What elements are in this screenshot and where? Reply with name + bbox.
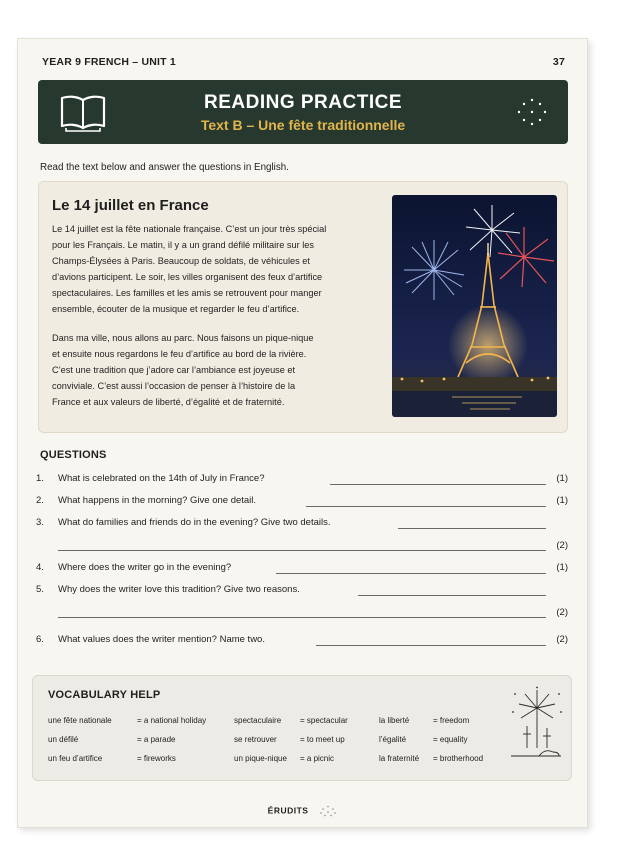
paragraph-1 [52,222,377,317]
worksheet-page [17,38,588,828]
sparkle-dots-icon [514,97,550,127]
text-line: Champs-Élysées à Paris. Beaucoup de soldats, de véhicules et [52,255,310,266]
title-banner [38,80,568,144]
question-number: 6. [36,634,44,645]
question-number: 5. [36,584,44,595]
vocab-english: = a national holiday [137,716,207,725]
vocab-heading: VOCABULARY HELP [48,689,161,701]
vocab-english: = equality [433,735,468,744]
question-marks: (1) [556,473,568,484]
question-text: Where does the writer go in the evening? [58,562,232,573]
question-number: 3. [36,517,44,528]
answer-line[interactable] [330,484,546,485]
question-text: Why does the writer love this tradition? Give two reasons. [58,584,300,595]
question-3 [36,517,568,551]
question-number: 2. [36,495,44,506]
footer-brand: ÉRUDITS [267,805,309,816]
fireworks-sketch-icon [507,686,565,770]
question-number: 4. [36,562,44,573]
text-line: ensemble, écouter de la musique et regarder le feu d’artifice. [52,303,300,314]
question-number: 1. [36,473,44,484]
question-text: What do families and friends do in the evening? Give two details. [58,517,331,528]
vocab-french: une fête nationale [48,716,112,725]
text-line: France et aux valeurs de liberté, d’égalité et de fraternité. [52,396,285,407]
question-marks: (2) [556,607,568,618]
vocab-french: un défilé [48,735,79,744]
answer-line[interactable] [58,617,546,618]
text-line: Dans ma ville, nous allons au parc. Nous faisons un pique-nique [52,333,314,343]
page-header [42,56,565,72]
eiffel-tower-fireworks-photo [392,195,557,417]
vocab-french: spectaculaire [234,716,282,725]
vocab-french: l’égalité [379,735,407,744]
vocab-french: un pique-nique [234,754,287,763]
paragraph-2 [52,331,377,411]
vocab-english: = fireworks [137,754,176,763]
text-line: C’est une tradition que j’adore car l’ambiance est joyeuse et [52,364,296,375]
vocab-english: = spectacular [300,716,348,725]
vocab-english: = freedom [433,716,470,725]
text-line: Le 14 juillet est la fête nationale française. C’est un jour très spécial [52,224,327,234]
text-line: conviviale. C’est aussi l’occasion de penser à l’histoire de la [52,380,296,391]
vocab-french: la fraternité [379,754,420,763]
text-line: et ensuite nous regardons le feu d’artifice au bord de la rivière. [52,348,307,359]
answer-line[interactable] [276,573,546,574]
question-marks: (1) [556,495,568,506]
answer-line[interactable] [306,506,546,507]
answer-line[interactable] [398,528,546,529]
vocab-english: = a picnic [300,754,335,763]
instructions-text: Read the text below and answer the questions in English. [40,162,289,173]
answer-line[interactable] [58,550,546,551]
question-2 [36,495,568,511]
vocab-english: = brotherhood [433,754,484,763]
sparkle-dots-icon [319,805,337,817]
vocab-french: se retrouver [234,735,277,744]
text-line: spectaculaires. Les familles et les amis se retrouvent pour manger [52,287,322,298]
vocab-english: = to meet up [300,735,345,744]
text-title: Le 14 juillet en France [52,197,209,214]
text-line: d’avions participent. Le soir, les villes organisent des feux d’artifice [52,271,323,282]
question-marks: (1) [556,562,568,573]
vocab-french: un feu d’artifice [48,754,103,763]
question-marks: (2) [556,540,568,551]
vocabulary-help-panel [32,675,572,781]
reading-text-panel [38,181,568,433]
question-marks: (2) [556,634,568,645]
text-line: pour les Français. Le matin, il y a un grand défilé militaire sur les [52,239,314,250]
answer-line[interactable] [316,645,546,646]
banner-title: READING PRACTICE [203,92,402,113]
banner-subtitle: Text B – Une fête traditionnelle [200,117,406,133]
question-text: What is celebrated on the 14th of July in France? [58,473,265,484]
question-4 [36,562,568,578]
question-5 [36,584,568,618]
page-number: 37 [552,56,565,68]
answer-line[interactable] [358,595,546,596]
question-text: What values does the writer mention? Name two. [58,634,265,645]
question-6 [36,634,568,650]
page-footer [18,805,587,817]
questions-heading: QUESTIONS [40,449,107,461]
question-1 [36,473,568,489]
question-text: What happens in the morning? Give one detail. [58,495,257,506]
vocab-english: = a parade [137,735,176,744]
unit-label: YEAR 9 FRENCH – UNIT 1 [42,56,176,68]
vocab-french: la liberté [379,716,410,725]
